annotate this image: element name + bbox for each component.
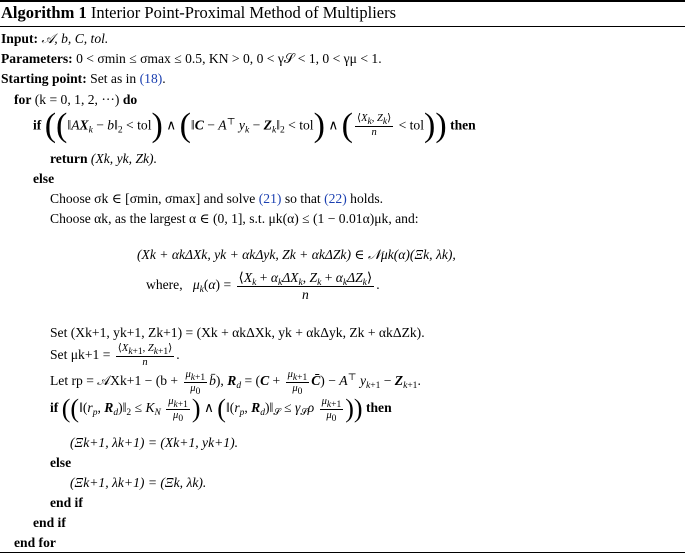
end-for-line: end for xyxy=(14,535,56,550)
mu-definition: where, $\mu_k(\alpha)$ = $\frac{⟨X_k + \alpha_k\Delta X_k, Z_k + \alpha_k\Delta Z_k⟩}{n}$ . xyxy=(146,270,380,302)
inner-end-if-line: end if xyxy=(50,495,83,510)
ref-21-link[interactable]: (21) xyxy=(258,191,282,206)
let-residual-line: Let rp = 𝒜Xk+1 − (b + $\frac{\mu_{k+1}}{\mu_0}$ b̄), $R_d = (C$ + $\frac{\mu_{k+1}}{\mu_0}$ C̄) − A⊤ $y_{k+1} - Z_{k+1}$. xyxy=(50,369,421,397)
update-xi-else-line: (Ξk+1, λk+1) = (Ξk, λk). xyxy=(70,475,207,490)
ref-18-link[interactable]: (18) xyxy=(139,71,163,86)
set-mu-line: Set μk+1 = $\frac{⟨X_{k+1}, Z_{k+1}⟩}{n}$ . xyxy=(50,343,180,368)
if-termination-condition: if (($‖AX_k$ − $b‖_2 < tol$) ∧ (‖C − A⊤ $y_k$ − $Z_k‖_2 < tol$) ∧ ( $\frac{⟨X_k, Z_k⟩}{n}$ < tol)) then xyxy=(33,107,476,144)
input-line: Input: 𝒜, b, C, tol. xyxy=(1,31,109,46)
algorithm-title: Algorithm 1 Interior Point-Proximal Method of Multipliers xyxy=(1,3,397,22)
update-xi-then-line: (Ξk+1, λk+1) = (Xk+1, yk+1). xyxy=(70,435,238,450)
for-line: for (k = 0, 1, 2, ···) do xyxy=(14,92,138,107)
choose-alpha-line: Choose αk, as the largest α ∈ (0, 1], s.t. μk(α) ≤ (1 − 0.01α)μk, and: xyxy=(50,211,419,226)
set-update-line: Set (Xk+1, yk+1, Zk+1) = (Xk + αkΔXk, yk + αkΔyk, Zk + αkΔZk). xyxy=(50,325,425,340)
ref-22-link[interactable]: (22) xyxy=(324,191,347,206)
starting-point-line: Starting point: Set as in (18). xyxy=(1,71,166,86)
neighborhood-condition: (Xk + αkΔXk, yk + αkΔyk, Zk + αkΔZk) ∈ 𝒩μk(α)(Ξk, λk), xyxy=(137,247,456,262)
if-neighborhood-condition: if (($‖(r_p$, $R_d)‖_2 \le K_N$ $\frac{\mu_{k+1}}{\mu_0}$ ) ∧ ($‖(r_p$, $R_d)‖_𝒮 \le \gamma_𝒮\rho$ $\frac{\mu_{k+1}}{\mu_0}$ )) then xyxy=(50,394,392,424)
title-rule xyxy=(0,26,685,27)
else-line: else xyxy=(33,171,55,186)
outer-end-if-line: end if xyxy=(33,515,66,530)
bottom-rule xyxy=(0,552,685,553)
parameters-value: 0 < σmin ≤ σmax ≤ 0.5, KN > 0, 0 < γ𝒮 < 1, 0 < γμ < 1. xyxy=(76,51,382,66)
parameters-line: Parameters: 0 < σmin ≤ σmax ≤ 0.5, KN > 0, 0 < γ𝒮 < 1, 0 < γμ < 1. xyxy=(1,51,382,66)
inner-else-line: else xyxy=(50,455,72,470)
return-line: return (Xk, yk, Zk). xyxy=(50,151,157,166)
top-rule xyxy=(0,0,685,2)
input-value: 𝒜, b, C, tol. xyxy=(41,31,109,46)
choose-sigma-line: Choose σk ∈ [σmin, σmax] and solve (21) so that (22) holds. xyxy=(50,191,384,206)
